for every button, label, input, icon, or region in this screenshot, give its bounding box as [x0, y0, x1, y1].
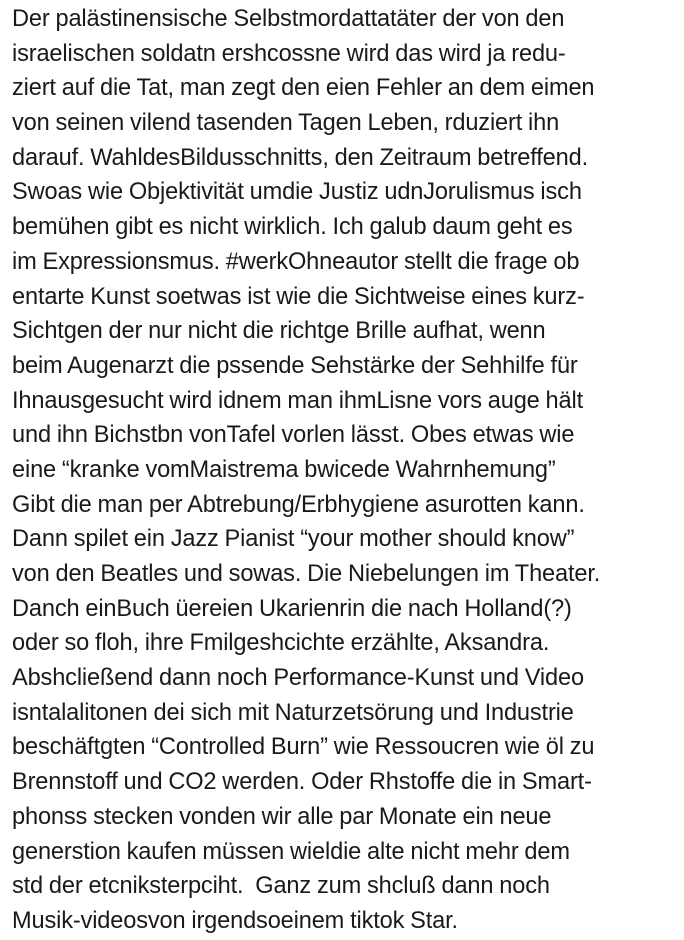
text-line: und ihn Bichstbn vonTafel vorlen lässt. Obes etwas wie: [12, 422, 575, 449]
text-line: Gibt die man per Abtrebung/Erbhygiene asurotten kann.: [12, 491, 585, 518]
text-line: ziert auf die Tat, man zegt den eien Fehler an dem eimen: [12, 75, 595, 102]
text-line: bemühen gibt es nicht wirklich. Ich galub daum geht es: [12, 214, 573, 241]
text-line: israelischen soldatn ershcossne wird das wird ja redu-: [12, 40, 566, 67]
text-line: beschäftgten “Controlled Burn” wie Ressoucren wie öl zu: [12, 734, 595, 761]
text-line: Danch einBuch üereien Ukarienrin die nach Holland(?): [12, 595, 572, 622]
text-line: eine “kranke vomMaistrema bwicede Wahrnhemung”: [12, 456, 556, 483]
text-line: Musik-videosvon irgendsoeinem tiktok Star.: [12, 907, 458, 934]
text-line: generstion kaufen müssen wieldie alte nicht mehr dem: [12, 838, 570, 865]
text-line: im Expressionsmus. #werkOhneautor stellt die frage ob: [12, 248, 580, 275]
text-line: Abshcließend dann noch Performance-Kunst und Video: [12, 665, 584, 692]
text-line: beim Augenarzt die pssende Sehstärke der Sehhilfe für: [12, 352, 578, 379]
text-line: entarte Kunst soetwas ist wie die Sichtweise eines kurz-: [12, 283, 585, 310]
text-line: Dann spilet ein Jazz Pianist “your mother should know”: [12, 526, 575, 553]
body-text: [12, 2, 680, 939]
text-line: von seinen vilend tasenden Tagen Leben, rduziert ihn: [12, 110, 560, 137]
text-line: darauf. WahldesBildusschnitts, den Zeitraum betreffend.: [12, 144, 588, 171]
text-line: Swoas wie Objektivität umdie Justiz udnJorulismus isch: [12, 179, 582, 206]
text-line: isntalalitonen dei sich mit Naturzetsörung und Industrie: [12, 699, 574, 726]
text-line: Der palästinensische Selbstmordattatäter der von den: [12, 6, 565, 32]
text-line: von den Beatles und sowas. Die Niebelungen im Theater.: [12, 561, 601, 587]
text-line: oder so floh, ihre Fmilgeshcichte erzählte, Aksandra.: [12, 630, 550, 657]
text-line: Sichtgen der nur nicht die richtge Brille aufhat, wenn: [12, 318, 546, 345]
text-line: Brennstoff und CO2 werden. Oder Rhstoffe die in Smart-: [12, 769, 592, 796]
text-line: Ihnausgesucht wird idnem man ihmLisne vors auge hält: [12, 387, 583, 414]
text-line: std der etcniksterpciht. Ganz zum shcluß dann noch: [12, 873, 550, 900]
text-line: phonss stecken vonden wir alle par Monate ein neue: [12, 803, 552, 830]
